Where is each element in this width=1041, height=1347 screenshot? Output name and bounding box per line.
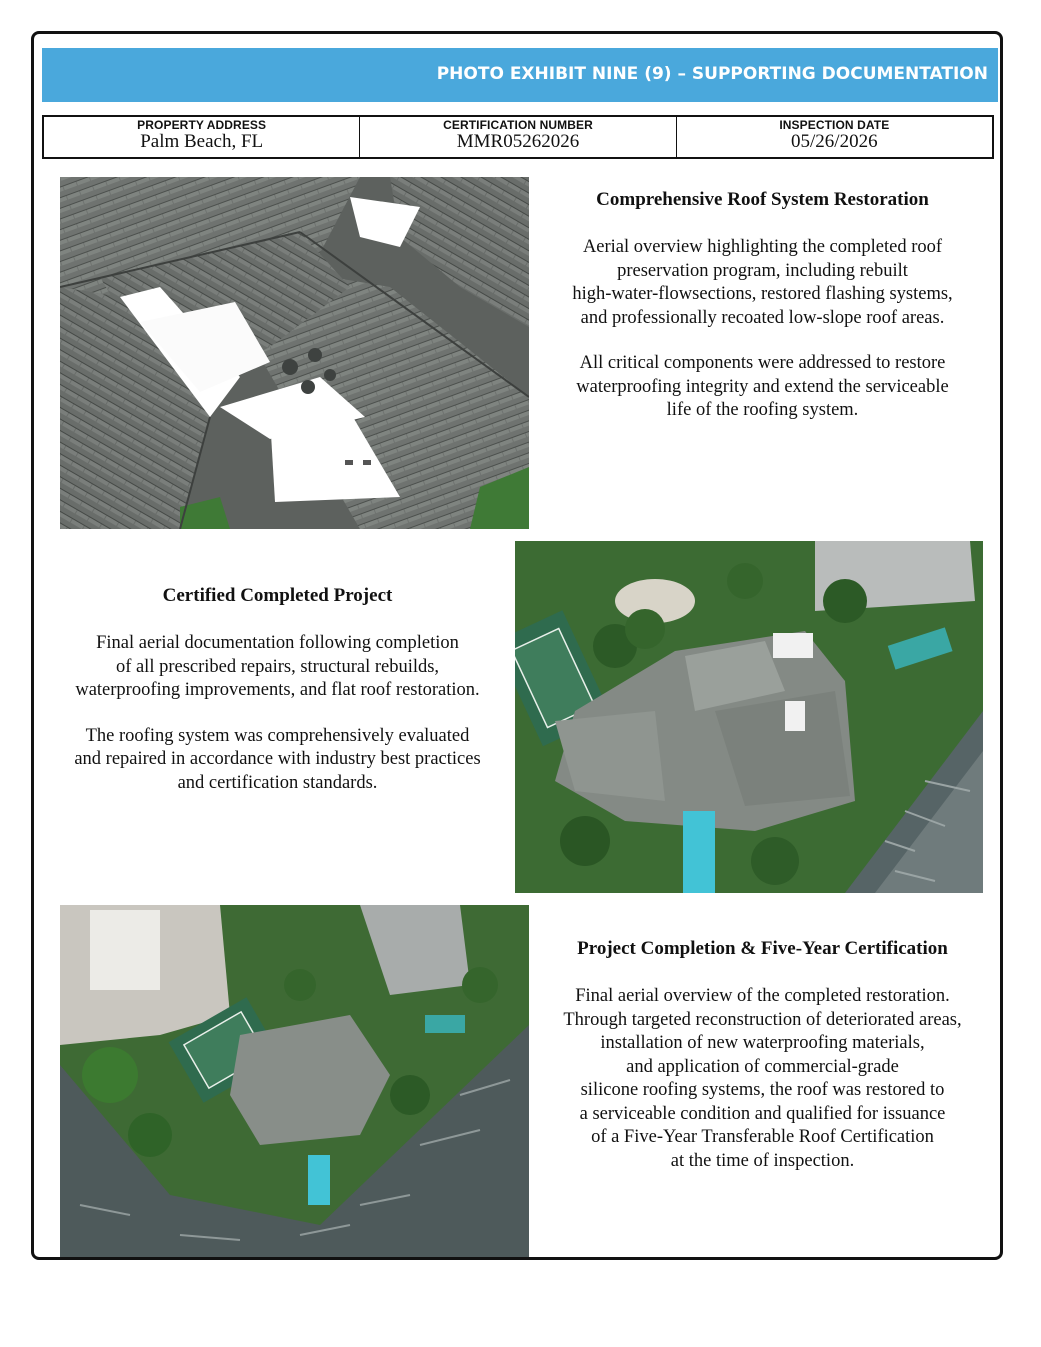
inspection-date-label: INSPECTION DATE bbox=[779, 118, 890, 132]
property-address-value: Palm Beach, FL bbox=[140, 131, 264, 152]
section-1-paragraph-2: All critical components were addressed to restore waterproofing integrity and extend the serviceable life of the roofing system. bbox=[576, 353, 949, 420]
certification-number-value: MMR05262026 bbox=[456, 131, 580, 152]
exhibit-banner bbox=[42, 48, 998, 102]
property-address-cell bbox=[44, 117, 360, 157]
section-1-heading: Comprehensive Roof System Restoration bbox=[596, 189, 929, 210]
section-1-text bbox=[540, 188, 985, 445]
exhibit-title: PHOTO EXHIBIT NINE (9) – SUPPORTING DOCUMENTATION bbox=[436, 64, 988, 84]
waterfront-estate-aerial-photo bbox=[60, 905, 529, 1257]
inspection-date-cell bbox=[677, 117, 992, 157]
section-2-paragraph-1: Final aerial documentation following completion of all prescribed repairs, structural rebuilds, waterproofing improvements, and flat roof restoration. bbox=[75, 633, 480, 700]
section-2-heading: Certified Completed Project bbox=[162, 585, 393, 606]
estate-aerial-photo bbox=[515, 541, 983, 893]
section-2-text bbox=[45, 584, 510, 817]
certification-number-label: CERTIFICATION NUMBER bbox=[443, 118, 593, 132]
inspection-date-value: 05/26/2026 bbox=[791, 131, 878, 152]
property-address-label: PROPERTY ADDRESS bbox=[137, 118, 267, 132]
property-info-table bbox=[42, 115, 994, 159]
section-3-heading: Project Completion & Five-Year Certification bbox=[577, 938, 948, 959]
roof-closeup-aerial-photo bbox=[60, 177, 529, 529]
section-3-text bbox=[535, 937, 990, 1195]
section-1-paragraph-1: Aerial overview highlighting the completed roof preservation program, including rebuilt high-water-flowsections, restored flashing systems, and professionally recoated low-slope roof areas. bbox=[572, 237, 953, 328]
certification-number-cell bbox=[360, 117, 676, 157]
section-3-paragraph-1: Final aerial overview of the completed restoration. Through targeted reconstruction of deteriorated areas, installation of new waterproofing materials, and application of commercial-grade silicone roofing systems, the roof was restored to a serviceable condition and qualified for issuance of a Five-Year Transferable Roof Certification at the time of inspection. bbox=[563, 986, 962, 1171]
section-2-paragraph-2: The roofing system was comprehensively evaluated and repaired in accordance with industry best practices and certification standards. bbox=[74, 725, 481, 793]
